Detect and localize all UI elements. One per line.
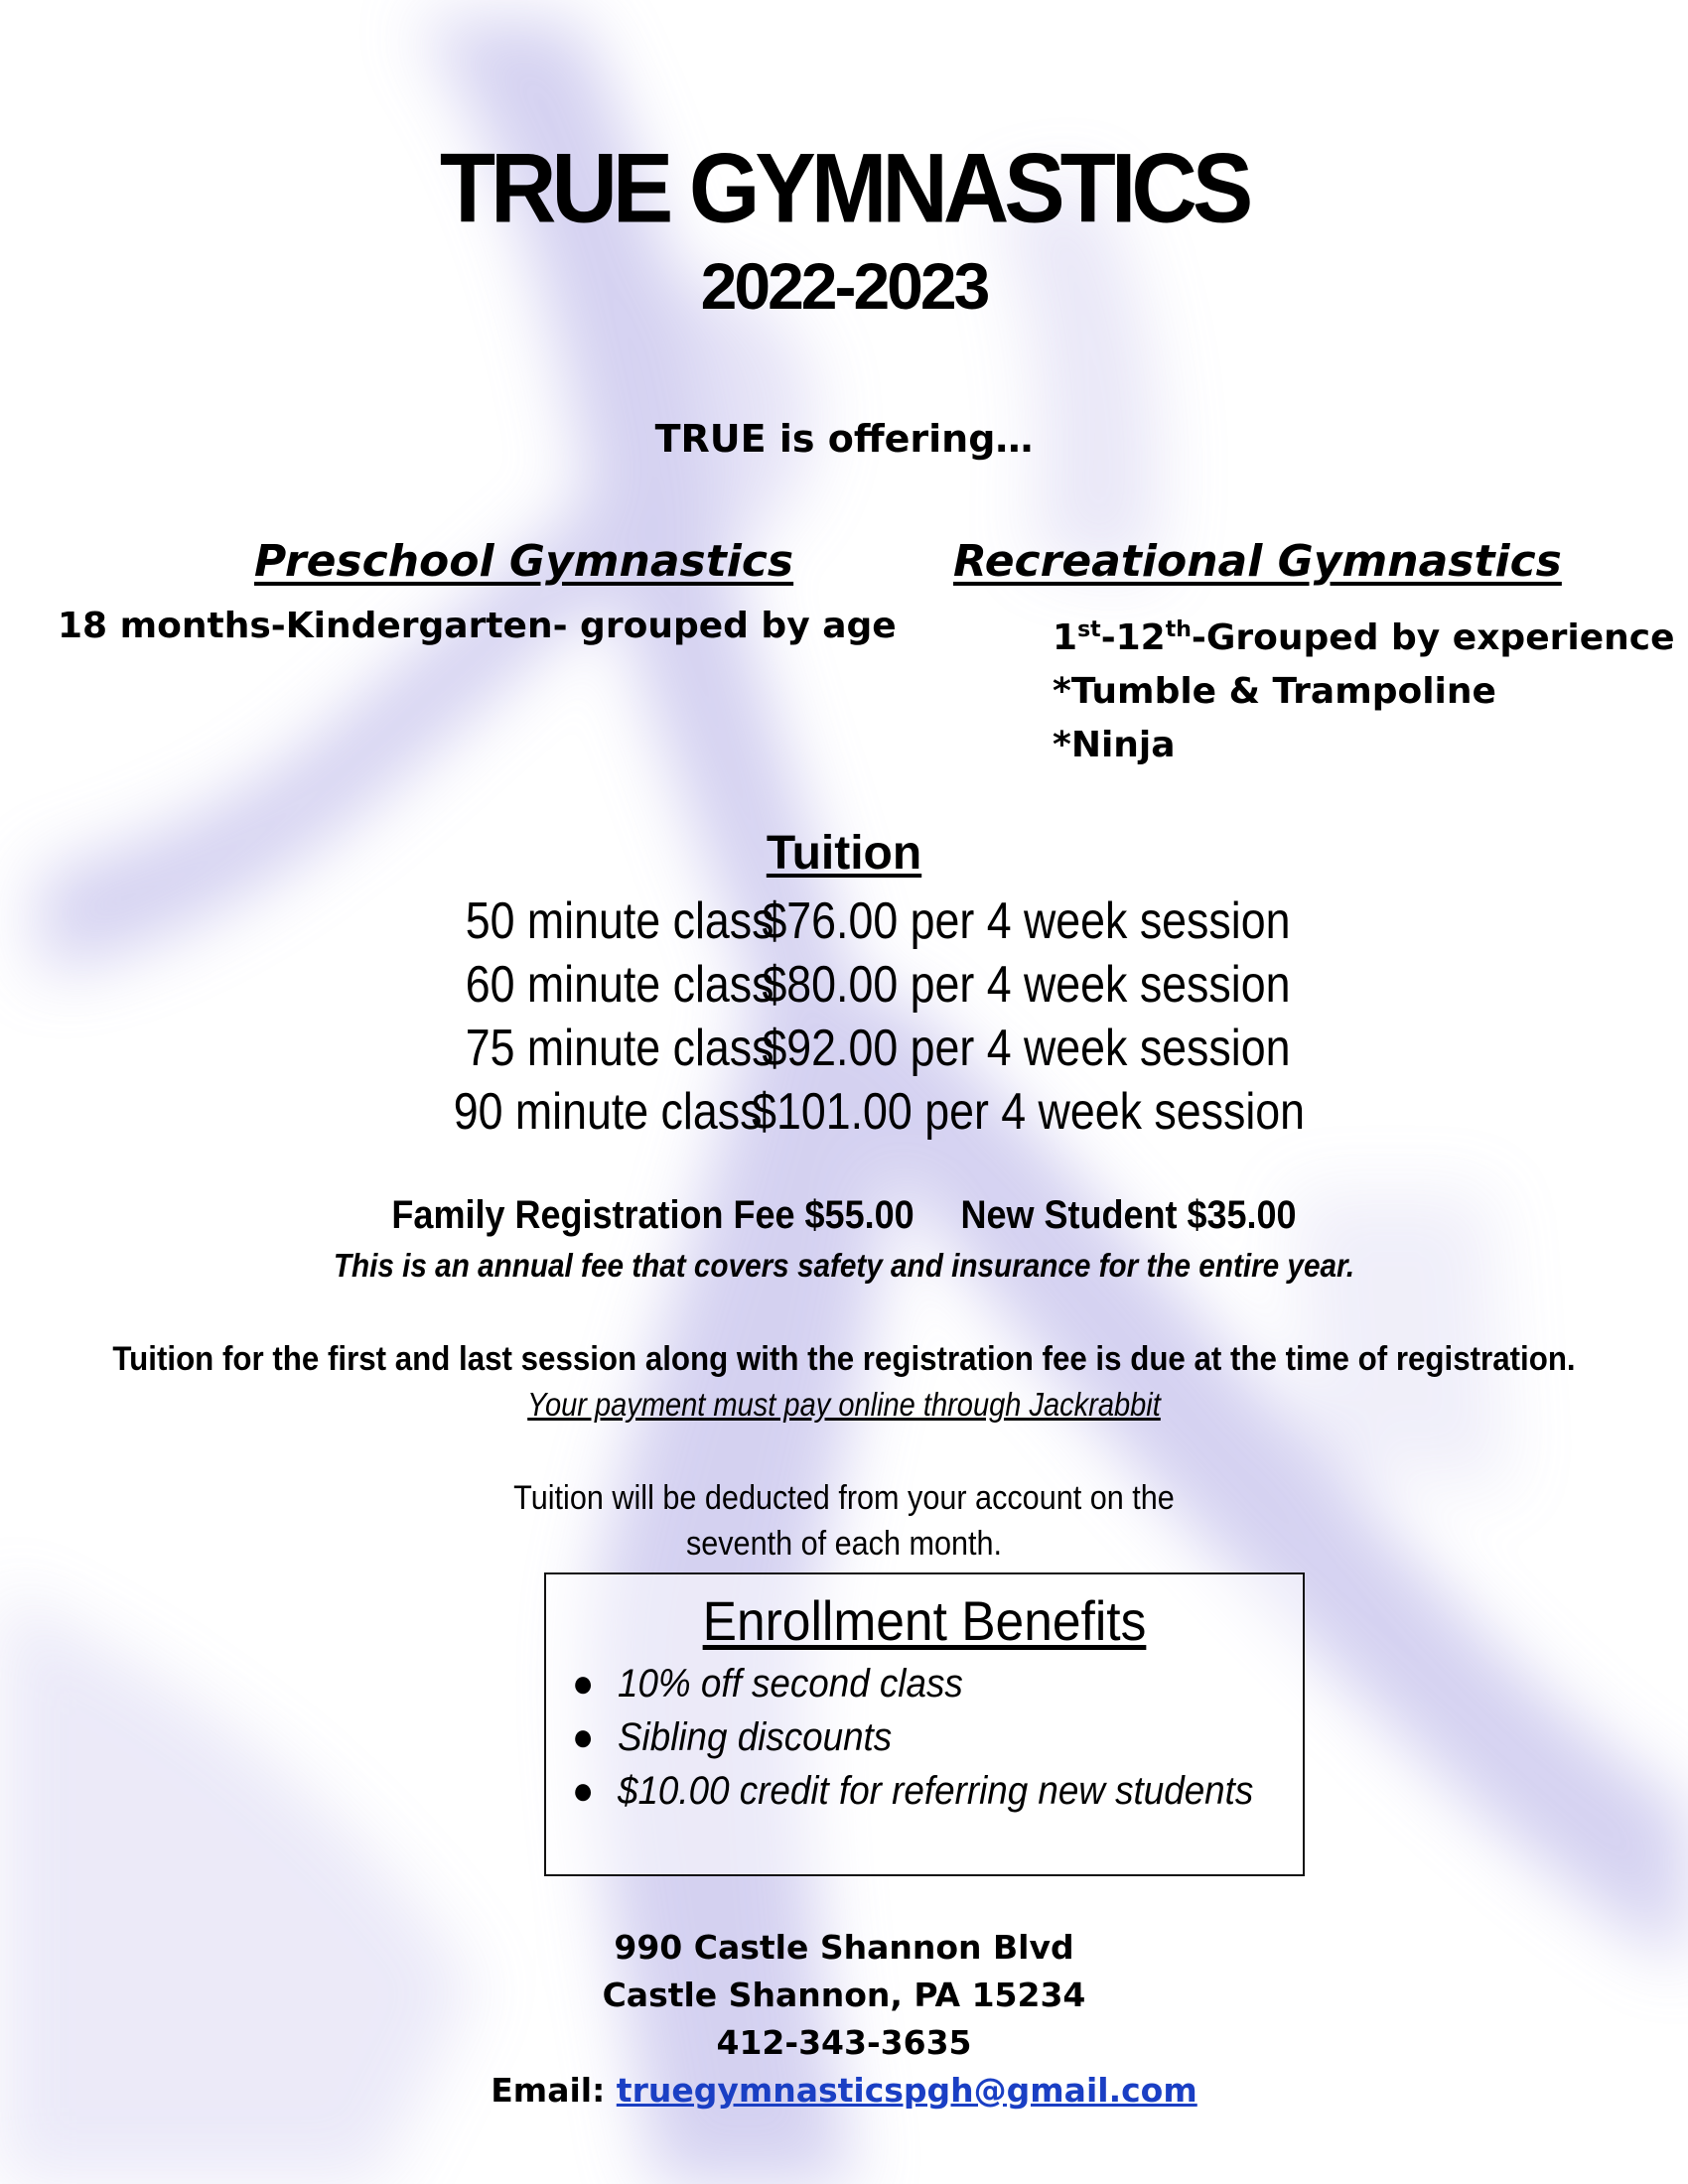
benefit-item: ● Sibling discounts [572,1715,893,1759]
tuition-heading: Tuition [766,827,922,880]
recreational-item: *Ninja [1053,725,1176,765]
preschool-heading: Preschool Gymnastics [254,536,794,587]
offering-intro: TRUE is offering… [654,417,1034,461]
new-student-fee: New Student $35.00 [960,1193,1297,1237]
season-years: 2022-2023 [700,249,988,323]
recreational-item: *Tumble & Trampoline [1053,671,1496,712]
recreational-details [1053,604,1675,772]
bullet-icon: ● [572,1662,595,1706]
deduction-note: Tuition will be deducted from your account on the seventh of each month. [513,1479,1175,1563]
benefit-item: ● $10.00 credit for referring new students [572,1769,1254,1813]
bullet-icon: ● [572,1715,595,1759]
payment-due-note: Tuition for the first and last session along with the registration fee is due at the time of registration. [112,1340,1576,1378]
online-payment-note: Your payment must pay online through Jackrabbit [527,1386,1161,1423]
phone-number: 412-343-3635 [716,2023,972,2062]
address-street: 990 Castle Shannon Blvd [614,1928,1074,1967]
preschool-description: 18 months-Kindergarten- grouped by age [58,606,897,646]
tuition-row [118,1019,1570,1082]
fee-note: This is an annual fee that covers safety and insurance for the entire year. [333,1247,1355,1284]
email-label: Email: [491,2071,606,2110]
benefit-item: ● 10% off second class [572,1662,963,1706]
enrollment-benefits-title: Enrollment Benefits [702,1589,1147,1652]
registration-fees [84,1193,1604,1238]
email-link[interactable]: truegymnasticspgh@gmail.com [616,2071,1197,2110]
family-registration-fee: Family Registration Fee $55.00 [391,1193,914,1237]
tuition-class: 50 minute class [465,892,774,950]
tuition-class: 90 minute class [453,1083,763,1141]
tuition-row [118,1082,1570,1146]
recreational-grades: 1st-12th-Grouped by experience [1053,617,1675,658]
tuition-price: $101.00 per 4 week session [752,1083,1306,1141]
tuition-row [118,955,1570,1019]
tuition-price: $92.00 per 4 week session [762,1020,1291,1077]
tuition-price: $80.00 per 4 week session [762,956,1291,1014]
recreational-heading: Recreational Gymnastics [953,536,1562,587]
bullet-icon: ● [572,1769,595,1813]
tuition-row [118,891,1570,955]
address-city: Castle Shannon, PA 15234 [602,1976,1086,2014]
tuition-class: 60 minute class [465,956,774,1014]
tuition-price: $76.00 per 4 week session [762,892,1291,950]
page-title: TRUE GYMNASTICS [439,133,1249,244]
enrollment-benefits-box [544,1572,1305,1876]
tuition-class: 75 minute class [465,1020,774,1077]
email-line [0,2071,1688,2110]
